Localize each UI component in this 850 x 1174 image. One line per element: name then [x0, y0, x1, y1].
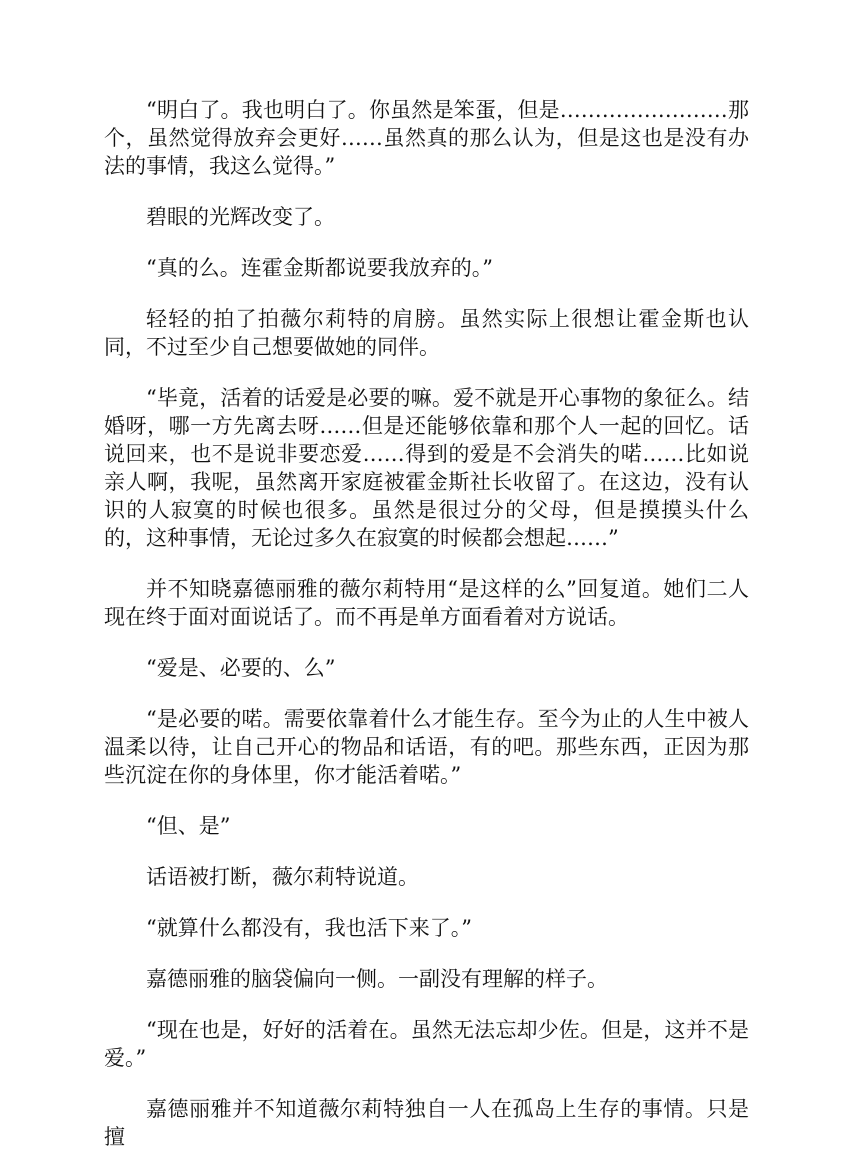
paragraph-5: “毕竟，活着的话爱是必要的嘛。爱不就是开心事物的象征么。结婚呀，哪一方先离去呀……但是还能够依靠和那个人一起的回忆。话说回来，也不是说非要恋爱……得到的爱是不会消失的喏……比如说亲人啊，我呢，虽然离开家庭被霍金斯社长收留了。在这边，没有认识的人寂寞的时候也很多。虽然是很过分的父母，但是摸摸头什么的，这种事情，无论过多久在寂寞的时候都会想起……” [104, 386, 749, 550]
paragraph-9: “但、是” [146, 814, 231, 838]
paragraph-8: “是必要的喏。需要依靠着什么才能生存。至今为止的人生中被人温柔以待，让自己开心的物品和话语，有的吧。那些东西，正因为那些沉淀在你的身体里，你才能活着喏。” [104, 707, 749, 787]
paragraph-3: “真的么。连霍金斯都说要我放弃的。” [146, 256, 493, 280]
paragraph-7: “爱是、必要的、么” [146, 656, 336, 680]
paragraph-10: 话语被打断，薇尔莉特说道。 [146, 865, 419, 889]
paragraph-1: “明白了。我也明白了。你虽然是笨蛋，但是……………………那个，虽然觉得放弃会更好……虽然真的那么认为，但是这也是没有办法的事情，我这么觉得。” [104, 98, 749, 178]
paragraph-6: 并不知晓嘉德丽雅的薇尔莉特用“是这样的么”回复道。她们二人现在终于面对面说话了。而不再是单方面看着对方说话。 [104, 577, 749, 629]
paragraph-11: “就算什么都没有，我也活下来了。” [146, 916, 472, 940]
paragraph-2: 碧眼的光辉改变了。 [146, 205, 335, 229]
document-body [104, 96, 749, 1174]
paragraph-14: 嘉德丽雅并不知道薇尔莉特独自一人在孤岛上生存的事情。只是擅 [104, 1097, 749, 1149]
paragraph-12: 嘉德丽雅的脑袋偏向一侧。一副没有理解的样子。 [146, 967, 608, 991]
paragraph-4: 轻轻的拍了拍薇尔莉特的肩膀。虽然实际上很想让霍金斯也认同，不过至少自己想要做她的同伴。 [104, 307, 749, 359]
paragraph-13: “现在也是，好好的活着在。虽然无法忘却少佐。但是，这并不是爱。” [104, 1018, 749, 1070]
